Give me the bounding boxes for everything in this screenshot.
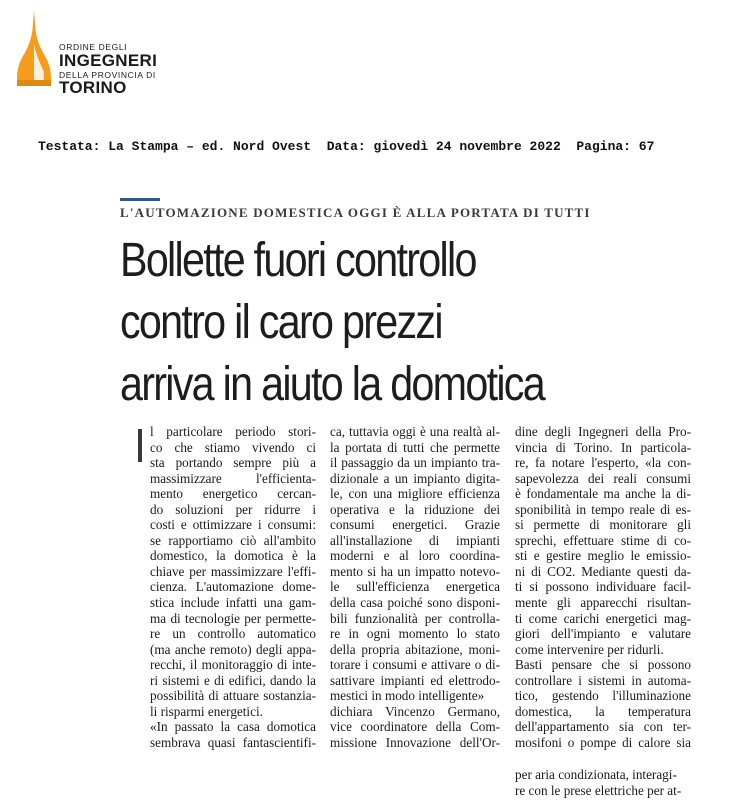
text-line: domestica, la temperatura <box>515 703 691 719</box>
mole-antonelliana-icon <box>14 8 54 88</box>
text-line: sta portando sempre più a <box>150 455 316 471</box>
logo-line-ordine: ORDINE DEGLI <box>59 42 128 52</box>
text-line: cienza. L'automazione dome- <box>150 579 316 595</box>
text-line: consumi energetici. Grazie <box>330 517 500 533</box>
kicker-rule <box>120 198 160 201</box>
text-line: re in ogni momento lo stato <box>330 626 500 642</box>
text-line: missione Innovazione dell'Or- <box>330 734 500 750</box>
text-line: ma di tecnologie per permette- <box>150 610 316 626</box>
testata-label: Testata: <box>38 139 101 154</box>
text-line: torare i consumi e attivare o di- <box>330 657 500 673</box>
text-line: «In passato la casa domotica <box>150 719 316 735</box>
text-line: sapevolezza dei reali consumi <box>515 470 691 486</box>
pagina-value: 67 <box>638 139 655 154</box>
text-line: sattivare impianti ed elettrodo- <box>330 672 500 688</box>
text-line: mestici in modo intelligente» <box>330 688 485 704</box>
text-line: giori dell'impianto e valutare <box>515 626 691 642</box>
text-line: le sull'efficienza energetica <box>330 579 500 595</box>
text-line: vice coordinatore della Com- <box>330 719 500 735</box>
text-line: massimizzare l'efficienta- <box>150 470 316 486</box>
text-line: recchi, il monitoraggio di inte- <box>150 657 316 673</box>
text-line: operativa e la riduzione dei <box>330 501 500 517</box>
publication-info <box>38 139 738 154</box>
article-column-2 <box>330 424 500 750</box>
text-line: dizionale a un impianto digita- <box>330 470 500 486</box>
text-line: sembrava quasi fantascientifi- <box>150 734 316 750</box>
text-line: il passaggio da un impianto tra- <box>330 455 500 471</box>
text-line: ca, tuttavia oggi è una realtà al- <box>330 424 500 439</box>
text-line: la portata di tutti che permette <box>330 439 500 455</box>
text-line: controllare i sistemi in automa- <box>515 672 691 688</box>
text-line: vincia di Torino. In particola- <box>515 439 691 455</box>
text-line: re con le prese elettriche per at- <box>515 782 682 798</box>
article-column-3-continued <box>515 767 691 798</box>
text-line: do soluzioni per ridurre i <box>150 501 316 517</box>
text-line: li risparmi energetici. <box>150 703 263 719</box>
text-line: come intervenire per ridurli. <box>515 641 664 657</box>
text-line: (ma anche remoto) degli appa- <box>150 641 316 657</box>
text-line: stica include infatti una gam- <box>150 595 316 611</box>
text-line: mosifoni o pompe di calore sia <box>515 734 691 750</box>
text-line: sprechi, effettuare stime di co- <box>515 532 691 548</box>
logo-line-torino: TORINO <box>59 78 127 97</box>
text-line: tico, gestendo l'illuminazione <box>515 688 691 704</box>
headline-line-3: arriva in aiuto la domotica <box>120 358 544 411</box>
text-line: dichiara Vincenzo Germano, <box>330 703 500 719</box>
text-line: re un controllo automatico <box>150 626 316 642</box>
text-line: mento si ha un impatto notevo- <box>330 563 500 579</box>
text-line: della casa poiché sono disponi- <box>330 595 500 611</box>
text-line: se rapportiamo ciò all'ambito <box>150 532 316 548</box>
text-line: costi e ottimizzare i consumi: <box>150 517 316 533</box>
text-line: le, con una migliore efficienza <box>330 486 500 502</box>
text-line: re, fa notare l'esperto, «la con- <box>515 455 691 471</box>
text-line: mente gli apparecchi risultan- <box>515 595 691 611</box>
ordine-ingegneri-logo <box>14 8 184 97</box>
data-label: Data: <box>326 139 366 154</box>
drop-cap-i <box>138 429 142 462</box>
text-line: ti si possono individuare facil- <box>515 579 691 595</box>
text-line: ti come carichi energetici mag- <box>515 610 691 626</box>
headline-line-2: contro il caro prezzi <box>120 296 442 349</box>
testata-value: La Stampa – ed. Nord Ovest <box>108 139 312 154</box>
text-line: sponibilità in tempo reale di es- <box>515 501 691 517</box>
headline-line-1: Bollette fuori controllo <box>120 234 476 287</box>
text-line: dine degli Ingegneri della Pro- <box>515 424 691 439</box>
text-line: moderni e al loro coordina- <box>330 548 500 564</box>
text-line: chiave per massimizzare l'effi- <box>150 563 316 579</box>
article-column-1 <box>150 424 316 750</box>
text-line: bili funzionalità per controlla- <box>330 610 500 626</box>
text-line: per aria condizionata, interagi- <box>515 767 677 782</box>
text-line: dell'appartamento sia con ter- <box>515 719 691 735</box>
text-line: ri sistemi e di edifici, dando la <box>150 672 316 688</box>
text-line: si permette di monitorare gli <box>515 517 691 533</box>
text-line: domestico, la domotica è la <box>150 548 316 564</box>
article-column-3 <box>515 424 691 750</box>
pagina-label: Pagina: <box>576 139 631 154</box>
text-line: mento energetico cercan- <box>150 486 316 502</box>
data-value: giovedì 24 novembre 2022 <box>373 139 561 154</box>
text-line: sti e gestire meglio le emissio- <box>515 548 691 564</box>
logo-line-ingegneri: INGEGNERI <box>59 51 158 70</box>
text-line: della propria abitazione, moni- <box>330 641 500 657</box>
text-line: l particolare periodo stori- <box>150 424 316 439</box>
text-line: ni di CO2. Mediante questi da- <box>515 563 691 579</box>
logo-line-provincia: DELLA PROVINCIA DI <box>59 70 156 80</box>
text-line: possibilità di attuare sostanzia- <box>150 688 316 704</box>
text-line: co che stiamo vivendo ci <box>150 439 316 455</box>
text-line: Basti pensare che si possono <box>515 657 691 673</box>
article-kicker: L'AUTOMAZIONE DOMESTICA OGGI È ALLA PORTATA DI TUTTI <box>120 205 591 220</box>
text-line: all'installazione di impianti <box>330 532 500 548</box>
text-line: è fondamentale ma anche la di- <box>515 486 691 502</box>
